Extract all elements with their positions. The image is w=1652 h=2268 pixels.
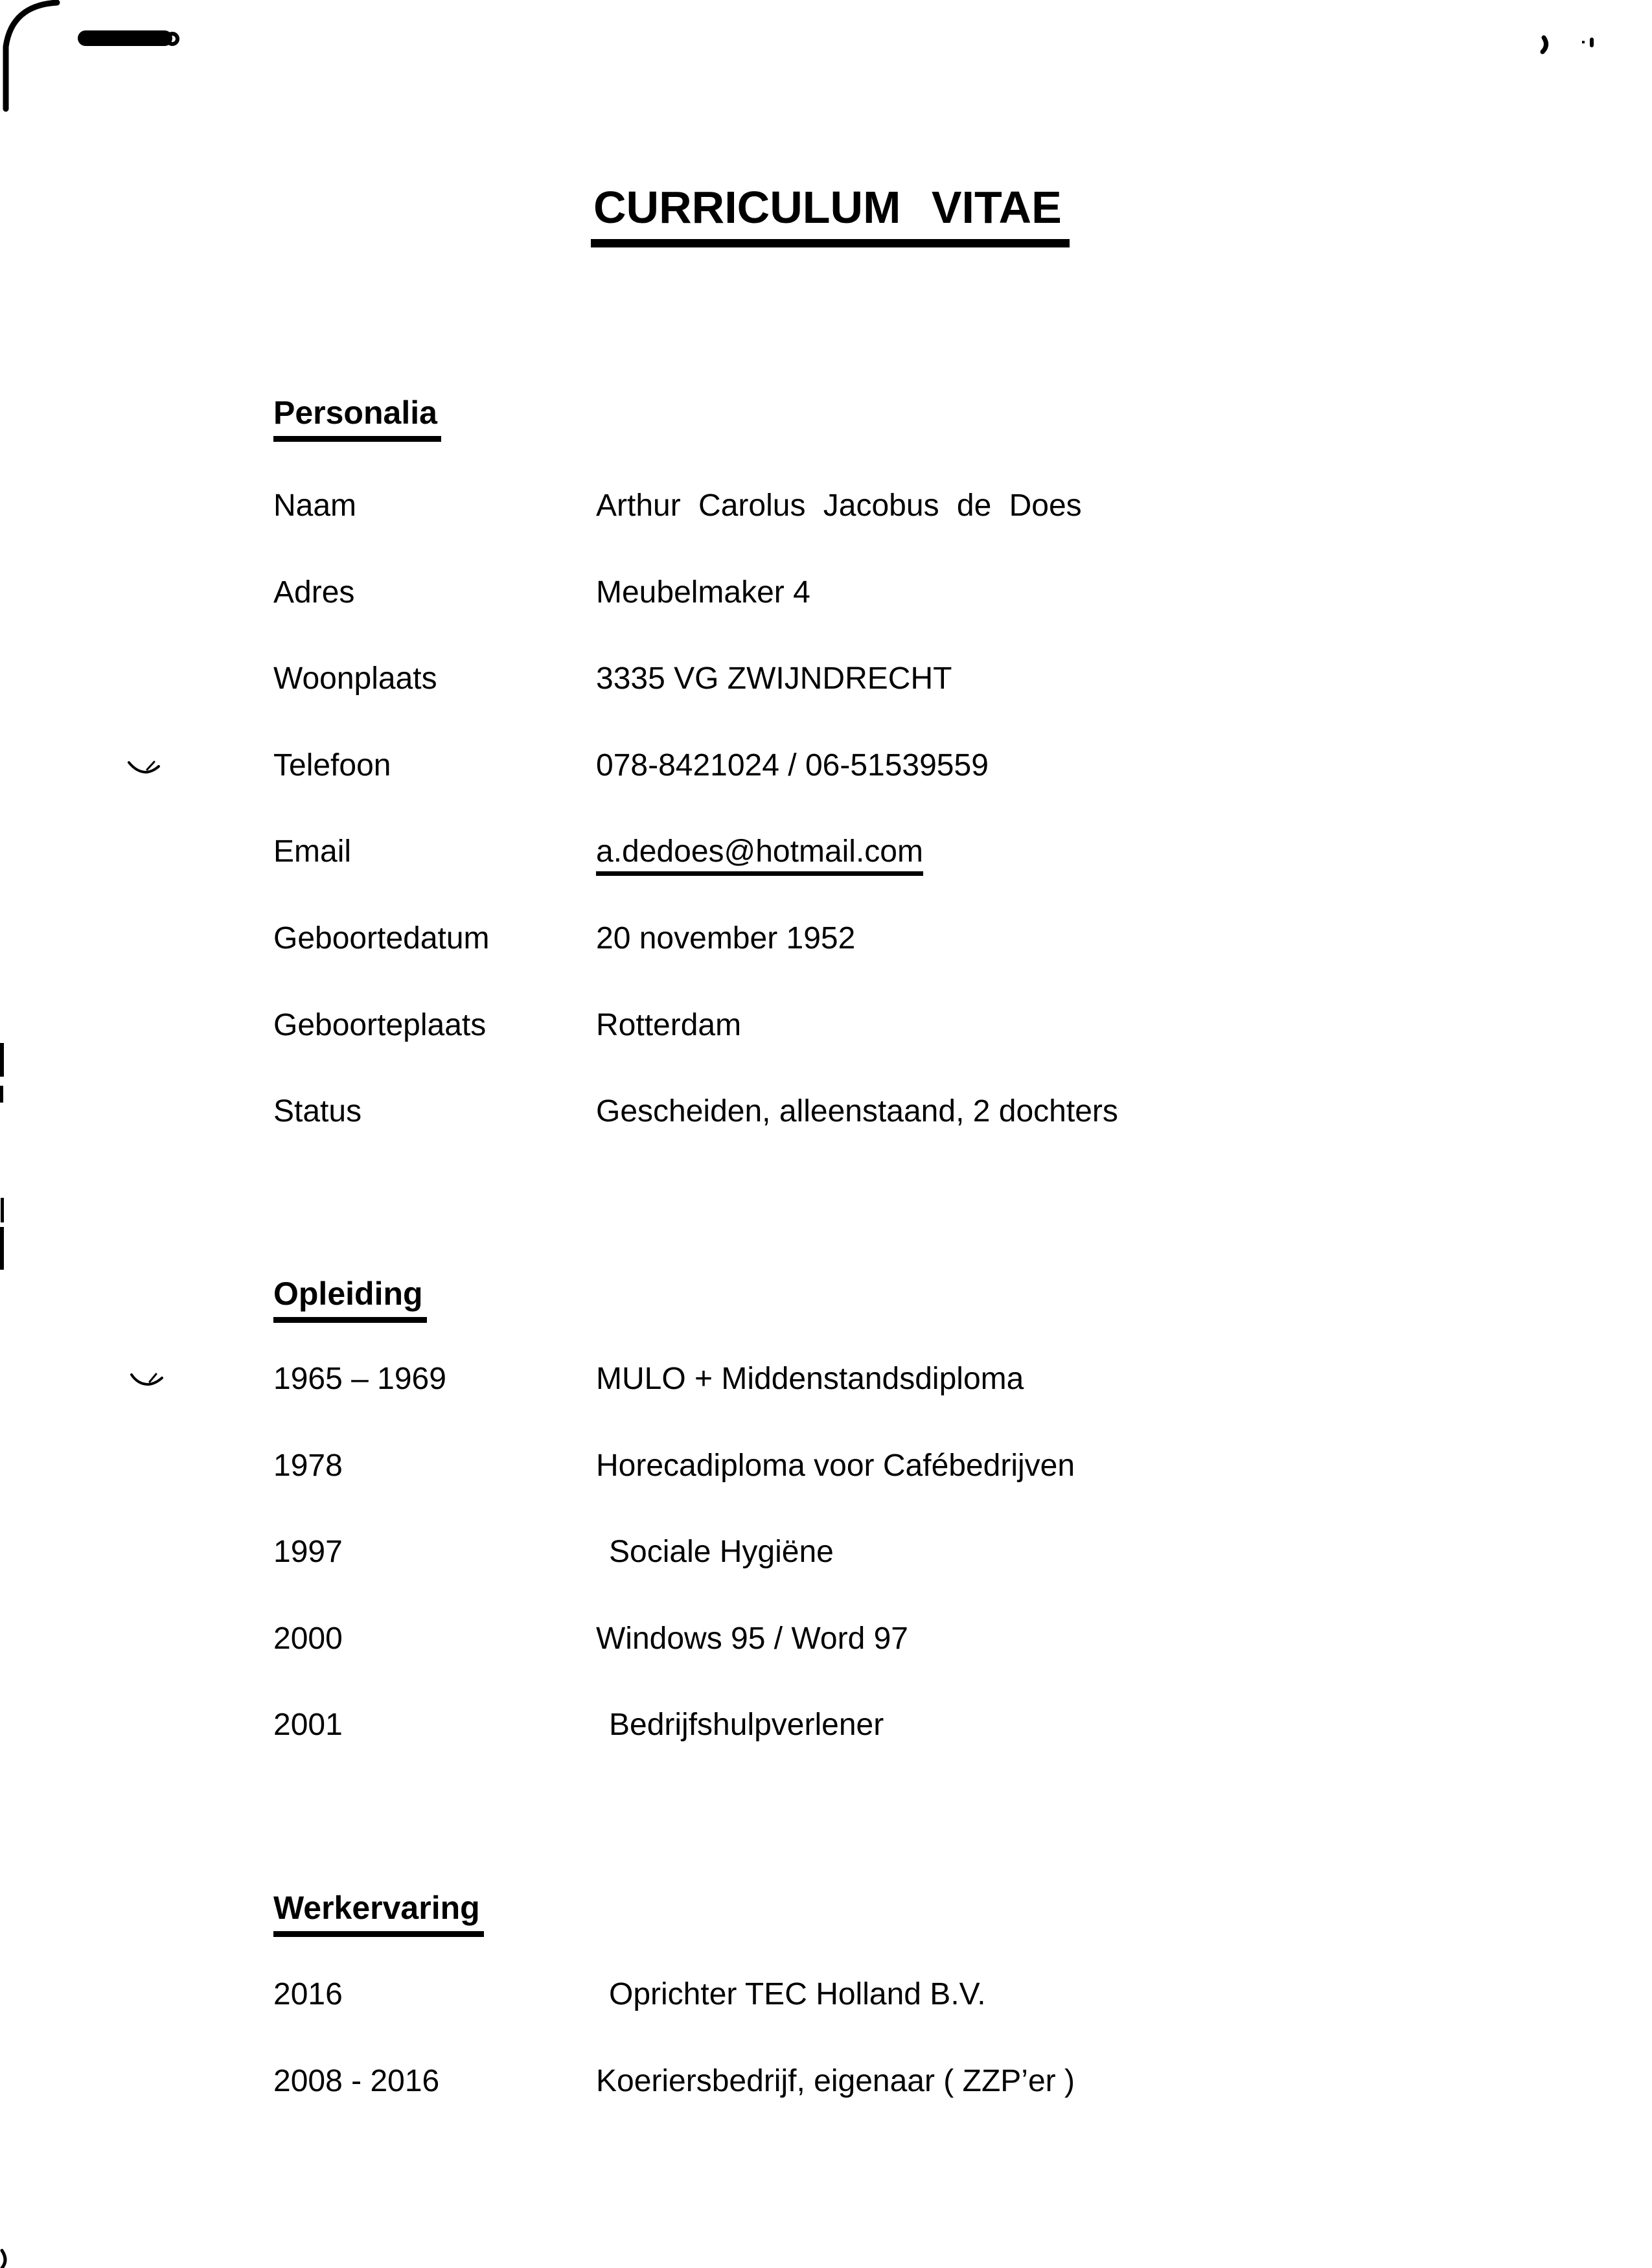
year-label: 2000 <box>273 1621 343 1656</box>
bottom-left-scan-mark <box>2 2251 5 2268</box>
year-label: 1978 <box>273 1448 343 1483</box>
field-label: Geboortedatum <box>273 921 490 956</box>
field-value: 3335 VG ZWIJNDRECHT <box>596 661 952 696</box>
experience-row <box>273 2063 1075 2150</box>
checkmark-telefoon <box>129 762 159 772</box>
education-row <box>273 1448 1075 1535</box>
field-row-telefoon <box>273 748 1118 834</box>
field-row-adres <box>273 575 1118 661</box>
year-label: 2001 <box>273 1708 343 1743</box>
field-row-email <box>273 834 1118 921</box>
year-label: 1965 – 1969 <box>273 1362 446 1396</box>
education-row <box>273 1707 1075 1794</box>
pen-mark-top-right-comma <box>1543 38 1546 52</box>
year-label: 2016 <box>273 1977 343 2011</box>
scan-corner-edge <box>6 3 57 109</box>
pen-mark-top-right-tick <box>1590 38 1594 47</box>
field-label: Email <box>273 834 352 869</box>
section-heading-opleiding: Opleiding <box>273 1275 427 1323</box>
opleiding-rows <box>273 1361 1075 1794</box>
pen-mark-top-right-dot <box>1582 41 1585 43</box>
field-label: Naam <box>273 488 357 523</box>
section-heading-werkervaring: Werkervaring <box>273 1889 484 1937</box>
field-value: 20 november 1952 <box>596 921 856 956</box>
pen-stroke-hook <box>167 34 178 44</box>
field-value: Rotterdam <box>596 1007 742 1042</box>
education-row <box>273 1621 1075 1708</box>
year-label: 1997 <box>273 1535 343 1570</box>
page-title: CURRICULUM VITAE <box>591 181 1070 247</box>
experience-value: Oprichter TEC Holland B.V. <box>609 1977 986 2011</box>
field-label: Status <box>273 1094 362 1129</box>
education-value: Bedrijfshulpverlener <box>609 1708 884 1743</box>
field-label: Woonplaats <box>273 661 437 696</box>
pen-stroke-mark <box>78 30 172 46</box>
education-value: Sociale Hygiëne <box>609 1535 834 1570</box>
experience-row <box>273 1976 1075 2063</box>
section-heading-personalia: Personalia <box>273 394 441 442</box>
experience-value: Koeriersbedrijf, eigenaar ( ZZP’er ) <box>596 2063 1075 2098</box>
personalia-rows <box>273 488 1118 1180</box>
field-value: 078-8421024 / 06-51539559 <box>596 748 989 783</box>
left-edge-scan-dashes <box>0 1043 4 1270</box>
field-label: Adres <box>273 575 355 610</box>
education-value: MULO + Middenstandsdiploma <box>596 1362 1024 1396</box>
education-row <box>273 1361 1075 1448</box>
werkervaring-rows <box>273 1976 1075 2149</box>
field-value: Arthur Carolus Jacobus de Does <box>596 488 1082 523</box>
field-value: Gescheiden, alleenstaand, 2 dochters <box>596 1094 1118 1129</box>
year-label: 2008 - 2016 <box>273 2063 440 2098</box>
field-row-naam <box>273 488 1118 575</box>
email-value: a.dedoes@hotmail.com <box>596 834 923 876</box>
field-value: Meubelmaker 4 <box>596 575 810 610</box>
field-label: Geboorteplaats <box>273 1007 487 1042</box>
education-value: Horecadiploma voor Cafébedrijven <box>596 1448 1075 1483</box>
field-row-status <box>273 1094 1118 1180</box>
education-row <box>273 1534 1075 1621</box>
field-row-geboorteplaats <box>273 1007 1118 1094</box>
education-value: Windows 95 / Word 97 <box>596 1621 908 1656</box>
field-label: Telefoon <box>273 748 391 783</box>
checkmark-opleiding <box>132 1374 162 1384</box>
field-row-woonplaats <box>273 661 1118 748</box>
field-row-geboortedatum <box>273 921 1118 1007</box>
